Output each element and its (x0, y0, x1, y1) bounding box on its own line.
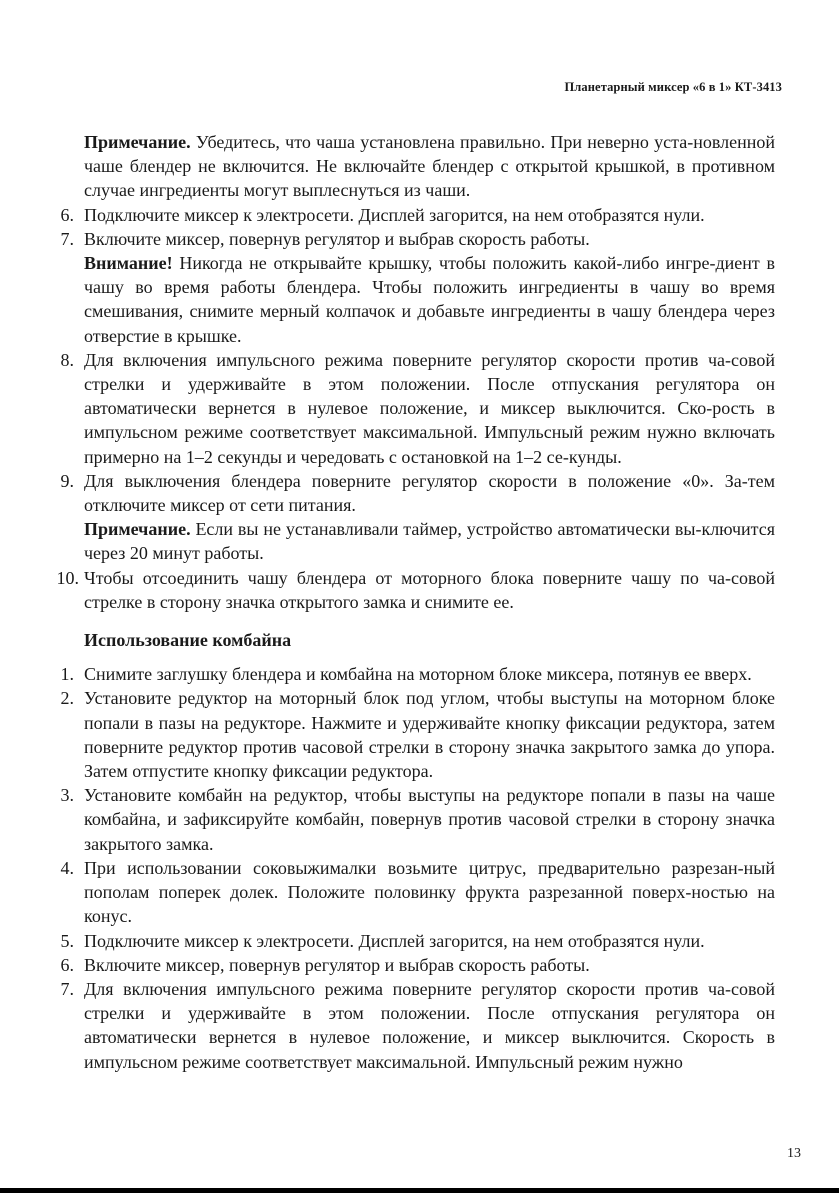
bottom-rule (0, 1188, 839, 1193)
item-text: Подключите миксер к электросети. Дисплей загорится, на нем отобразятся нули. (84, 204, 705, 225)
item-number: 1. (60, 664, 74, 685)
list-item (50, 686, 775, 783)
page-number: 13 (787, 1146, 801, 1161)
item-number: 6. (60, 204, 74, 225)
list-item (50, 566, 775, 614)
item-text: Для включения импульсного режима поверните регулятор скорости против ча-совой стрелки и удерживайте в этом положении. После отпускания регулятора он автоматически вернется в нулевое положение, и миксер выключится. Скорость в импульсном режиме соответствует максимальной. Импульсный режим нужно (84, 978, 775, 1072)
item-text: Для включения импульсного режима поверните регулятор скорости против ча-совой стрелки и удерживайте в этом положении. После отпускания регулятора он автоматически вернется в нулевое положение, и миксер выключится. Ско-рость в импульсном режиме соответствует максимальной. Импульсный режим нужно включать примерно на 1–2 секунды и чередовать с остановкой на 1–2 се-кунды. (84, 349, 775, 467)
item-number: 6. (60, 954, 74, 975)
section-heading: Использование комбайна (84, 630, 292, 651)
item-text: Снимите заглушку блендера и комбайна на моторном блоке миксера, потянув ее вверх. (84, 664, 752, 685)
list-item (50, 856, 775, 929)
note-paragraph (50, 130, 775, 203)
item-text: Установите комбайн на редуктор, чтобы выступы на редукторе попали в пазы на чаше комбайна, и зафиксируйте комбайн, повернув против часовой стрелки в сторону значка закрытого замка. (84, 785, 775, 854)
item-number: 4. (60, 857, 74, 878)
item-number: 9. (60, 470, 74, 491)
list-item (50, 662, 775, 686)
item-text: Включите миксер, повернув регулятор и выбрав скорость работы. (84, 954, 590, 975)
running-header: Планетарный миксер «6 в 1» КТ-3413 (564, 80, 782, 94)
item-number: 10. (56, 567, 79, 588)
list-item (50, 977, 775, 1074)
item-text: Подключите миксер к электросети. Дисплей загорится, на нем отобразятся нули. (84, 930, 705, 951)
note-paragraph (50, 517, 775, 565)
list-item (50, 929, 775, 953)
note-label: Примечание. (84, 519, 191, 540)
list-item (50, 953, 775, 977)
note-text: Убедитесь, что чаша установлена правильно. При неверно уста-новленной чаше блендер не включится. Не включайте блендер с открытой крышкой, в противном случае ингредиенты могут выплеснуться из чаши. (84, 132, 775, 201)
list-item (50, 469, 775, 517)
item-number: 5. (60, 930, 74, 951)
warning-label: Внимание! (84, 253, 173, 274)
item-number: 8. (60, 349, 74, 370)
item-text: При использовании соковыжималки возьмите цитрус, предварительно разрезан-ный пополам поперек долек. Положите половинку фрукта разрезанной поверх-ностью на конус. (84, 857, 775, 927)
list-item (50, 227, 775, 251)
note-label: Примечание. (84, 132, 191, 152)
item-number: 7. (60, 978, 74, 999)
list-item (50, 783, 775, 856)
item-number: 2. (60, 688, 74, 709)
item-number: 7. (60, 228, 74, 249)
item-text: Включите миксер, повернув регулятор и выбрав скорость работы. (84, 228, 590, 249)
note-text: Если вы не устанавливали таймер, устройство автоматически вы-ключится через 20 минут работы. (84, 519, 775, 564)
item-number: 3. (60, 785, 74, 806)
item-text: Установите редуктор на моторный блок под углом, чтобы выступы на моторном блоке попали в пазы на редукторе. Нажмите и удерживайте кнопку фиксации редуктора, затем поверните редуктор против часовой стрелки в сторону значка закрытого замка до упора. Затем отпустите кнопку фиксации редуктора. (84, 688, 775, 782)
item-text: Чтобы отсоединить чашу блендера от моторного блока поверните чашу по ча-совой стрелке в сторону значка открытого замка и снимите ее. (84, 567, 775, 612)
page-content (50, 130, 775, 1074)
list-item (50, 203, 775, 227)
warning-text: Никогда не открывайте крышку, чтобы положить какой-либо ингре-диент в чашу во время работы блендера. Чтобы положить ингредиенты в чашу во время смешивания, снимите мерный колпачок и добавьте ингредиенты в чашу блендера через отверстие в крышке. (84, 253, 775, 346)
list-item (50, 348, 775, 469)
item-text: Для выключения блендера поверните регулятор скорости в положение «0». За-тем отключите миксер от сети питания. (84, 470, 775, 516)
warning-paragraph (50, 251, 775, 348)
